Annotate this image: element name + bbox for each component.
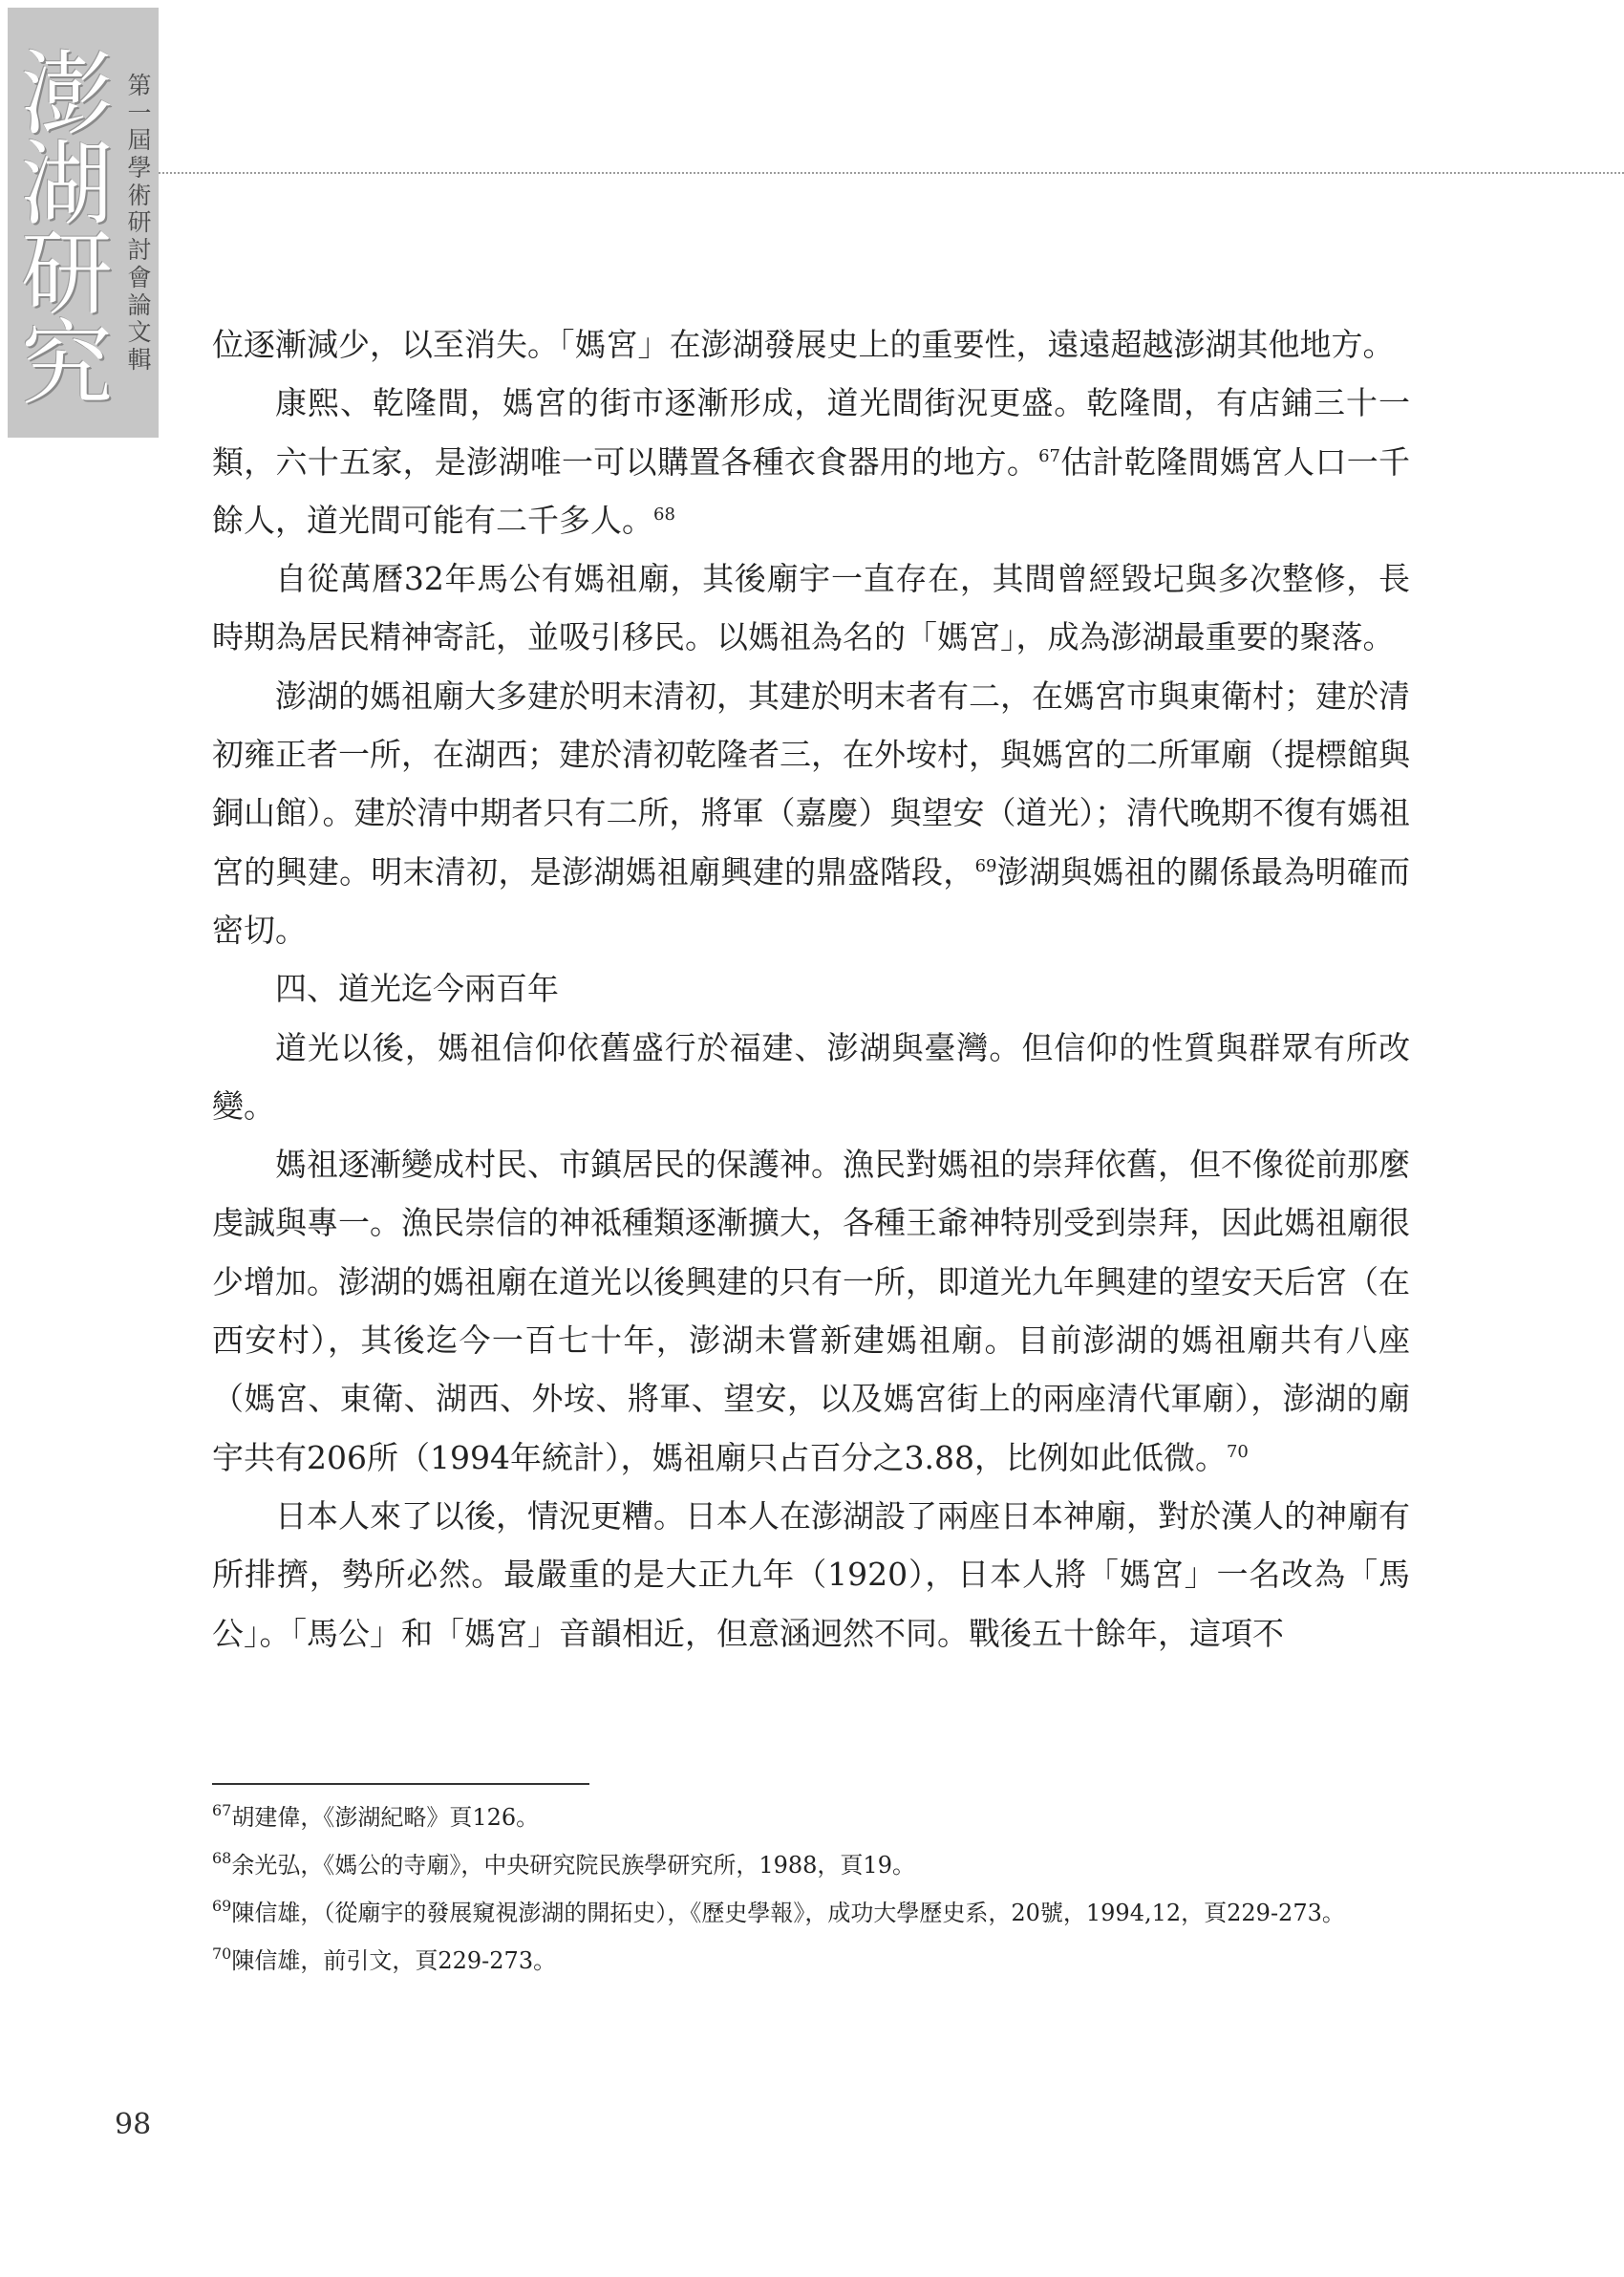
footnote xyxy=(212,1894,1410,1932)
footnote-number: 69 xyxy=(212,1897,232,1915)
paragraph-text: 四、道光迄今兩百年 xyxy=(275,970,559,1008)
page-number: 98 xyxy=(115,2108,152,2141)
paragraph-text: 位逐漸減少，以至消失。「媽宮」在澎湖發展史上的重要性，遠遠超越澎湖其他地方。 xyxy=(212,326,1395,363)
body-paragraph xyxy=(212,549,1410,667)
body-paragraph xyxy=(212,1135,1410,1487)
body-paragraph xyxy=(212,1019,1410,1136)
title-char: 研 xyxy=(21,221,113,328)
paragraph-text: 估計乾隆間媽宮人口一千餘人，道光間可能有二千多人。 xyxy=(212,442,1411,539)
subtitle-char: 討 xyxy=(127,236,152,265)
footnote-ref: 69 xyxy=(974,855,997,876)
paragraph-text: 道光以後，媽祖信仰依舊盛行於福建、澎湖與臺灣。但信仰的性質與群眾有所改變。 xyxy=(212,1028,1410,1125)
title-char: 究 xyxy=(21,311,113,418)
journal-subtitle xyxy=(126,73,153,375)
subtitle-char: 文 xyxy=(127,318,152,347)
subtitle-char: 研 xyxy=(127,208,152,237)
subtitle-char: 論 xyxy=(127,290,152,319)
journal-title xyxy=(19,41,115,418)
section-heading xyxy=(212,959,1410,1018)
header-dotted-rule xyxy=(159,172,1624,174)
footnote-ref: 67 xyxy=(1038,445,1060,466)
title-char: 澎 xyxy=(21,41,113,148)
subtitle-char: 輯 xyxy=(127,345,152,374)
footnote-text: 陳信雄，（從廟宇的發展窺視澎湖的開拓史），《歷史學報》，成功大學歷史系，20號，1994,12，頁229-273。 xyxy=(231,1900,1345,1926)
footnote-ref: 68 xyxy=(653,504,675,525)
footnote xyxy=(212,1846,1410,1884)
subtitle-char: 會 xyxy=(127,263,152,291)
footnote-text: 胡建偉，《澎湖紀略》頁126。 xyxy=(231,1804,540,1831)
body-paragraph xyxy=(212,667,1410,959)
paragraph-text: 媽祖逐漸變成村民、市鎮居民的保護神。漁民對媽祖的崇拜依舊，但不像從前那麼虔誠與專一。漁民崇信的神祗種類逐漸擴大，各種王爺神特別受到崇拜，因此媽祖廟很少增加。澎湖的媽祖廟在道光以後興建的只有一所，即道光九年興建的望安天后宮（在西安村），其後迄今一百七十年，澎湖未嘗新建媽祖廟。目前澎湖的媽祖廟共有八座（媽宮、東衛、湖西、外垵、將軍、望安，以及媽宮街上的兩座清代軍廟），澎湖的廟宇共有206所（1994年統計），媽祖廟只占百分之3.88，比例如此低微。 xyxy=(212,1146,1410,1476)
paragraph-text: 日本人來了以後，情況更糟。日本人在澎湖設了兩座日本神廟，對於漢人的神廟有所排擠，勢所必然。最嚴重的是大正九年（1920），日本人將「媽宮」一名改為「馬公」。「馬公」和「媽宮」音韻相近，但意涵迥然不同。戰後五十餘年，這項不 xyxy=(212,1496,1410,1652)
footnote-separator xyxy=(212,1783,589,1785)
subtitle-char: 術 xyxy=(127,181,152,209)
body-paragraph xyxy=(212,374,1410,549)
paragraph-text: 澎湖的媽祖廟大多建於明末清初，其建於明末者有二，在媽宮市與東衛村；建於清初雍正者一所，在湖西；建於清初乾隆者三，在外垵村，與媽宮的二所軍廟（提標館與銅山館）。建於清中期者只有二所，將軍（嘉慶）與望安（道光）；清代晚期不復有媽祖宮的興建。明末清初，是澎湖媽祖廟興建的鼎盛階段， xyxy=(212,677,1410,891)
footnote-text: 陳信雄，前引文，頁229-273。 xyxy=(231,1947,557,1974)
footnotes xyxy=(212,1798,1410,1989)
footnote xyxy=(212,1798,1410,1837)
subtitle-char: 一 xyxy=(127,98,152,127)
paragraph-text: 康熙、乾隆間，媽宮的街市逐漸形成，道光間街況更盛。乾隆間，有店鋪三十一類，六十五家，是澎湖唯一可以購置各種衣食器用的地方。 xyxy=(212,384,1410,481)
subtitle-char: 屆 xyxy=(127,126,152,155)
body-paragraph xyxy=(212,315,1410,374)
paragraph-text: 澎湖與媽祖的關係最為明確而密切。 xyxy=(212,852,1411,949)
title-char: 湖 xyxy=(21,131,113,238)
subtitle-char: 學 xyxy=(127,154,152,183)
footnote-number: 67 xyxy=(212,1801,232,1819)
subtitle-char: 第 xyxy=(127,72,152,99)
footnote-ref: 70 xyxy=(1226,1441,1249,1462)
footnote xyxy=(212,1942,1410,1980)
body-paragraph xyxy=(212,1487,1410,1663)
footnote-text: 余光弘，《媽公的寺廟》，中央研究院民族學研究所，1988，頁19。 xyxy=(231,1852,915,1879)
footnote-number: 68 xyxy=(212,1849,232,1867)
paragraph-text: 自從萬曆32年馬公有媽祖廟，其後廟宇一直存在，其間曾經毀圮與多次整修，長時期為居民精神寄託，並吸引移民。以媽祖為名的「媽宮」，成為澎湖最重要的聚落。 xyxy=(212,560,1410,656)
body-text xyxy=(212,315,1410,1663)
footnote-number: 70 xyxy=(212,1944,232,1963)
